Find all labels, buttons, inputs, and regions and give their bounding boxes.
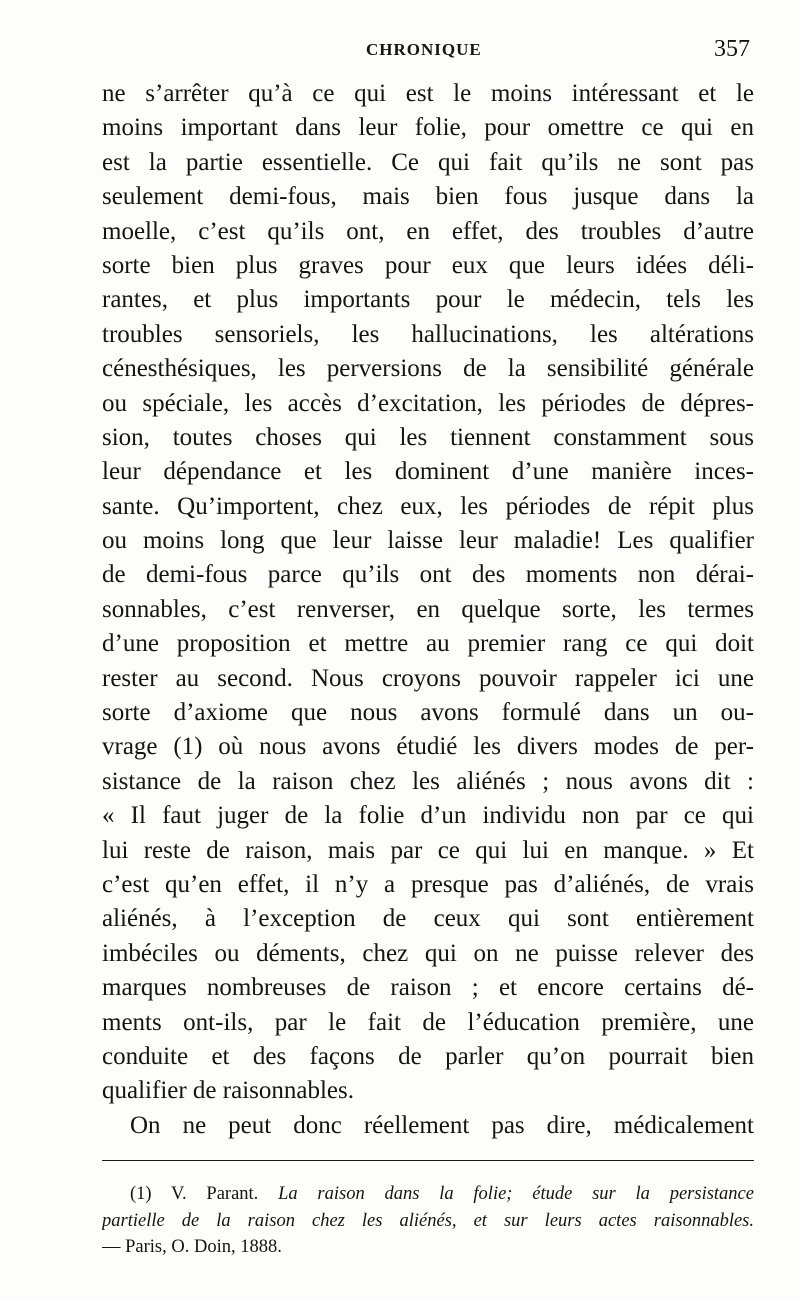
text-line: de demi-fous parce qu’ils ont des moments non dérai- (102, 561, 754, 589)
text-line: est la partie essentielle. Ce qui fait qu’ils ne sont pas (102, 148, 754, 176)
text-line: marques nombreuses de raison ; et encore certains dé- (102, 974, 754, 1002)
footnote-book-title: La raison dans la folie (278, 1184, 507, 1204)
text-line: qualifier de raisonnables. (102, 1077, 354, 1105)
text-line: rester au second. Nous croyons pouvoir rappeler ici une (102, 664, 754, 692)
text-line: ou moins long que leur laisse leur maladie! Les qualifier (102, 527, 754, 555)
text-line: c’est qu’en effet, il n’y a presque pas d’aliénés, de vrais (102, 870, 754, 898)
page-number: 357 (714, 36, 750, 62)
text-line: ments ont-ils, par le fait de l’éducation première, une (102, 1008, 754, 1036)
text-line: sonnables, c’est renverser, en quelque sorte, les termes (102, 595, 754, 623)
text-line: rantes, et plus importants pour le médecin, tels les (102, 286, 754, 314)
text-line: sorte d’axiome que nous avons formulé dans un ou- (102, 699, 754, 727)
text-line: « Il faut juger de la folie d’un individu non par ce qui (102, 802, 754, 830)
footnote-publisher: — Paris, O. Doin, 1888. (102, 1237, 282, 1257)
footnote-line (102, 1234, 754, 1261)
text-line: moins important dans leur folie, pour omettre ce qui en (102, 114, 754, 142)
text-line: troubles sensoriels, les hallucinations, les altérations (102, 320, 754, 348)
text-line: d’une proposition et mettre au premier rang ce qui doit (102, 630, 754, 658)
footnote-prefix: (1) V. Parant. (130, 1184, 279, 1204)
text-line: sion, toutes choses qui les tiennent constamment sous (102, 423, 754, 451)
footnote-subtitle-cont: partielle de la raison chez les aliénés, et sur leurs actes raisonnables. (102, 1210, 754, 1231)
text-line: ne s’arrêter qu’à ce qui est le moins intéressant et le (102, 80, 754, 107)
running-head (0, 36, 800, 64)
text-line: sistance de la raison chez les aliénés ; nous avons dit : (102, 767, 754, 795)
footnote-rule (102, 1160, 754, 1161)
text-line: leur dépendance et les dominent d’une manière inces- (102, 458, 754, 486)
text-line: imbéciles ou déments, chez qui on ne puisse relever des (102, 939, 754, 967)
text-line: sante. Qu’importent, chez eux, les périodes de répit plus (102, 492, 754, 520)
footnote-line (102, 1208, 754, 1235)
text-line: cénesthésiques, les perversions de la sensibilité générale (102, 355, 754, 383)
text-line: sorte bien plus graves pour eux que leurs idées déli- (102, 251, 754, 279)
body-text (102, 77, 754, 1143)
text-line: On ne peut donc réellement pas dire, médicalement (130, 1111, 754, 1139)
footnote-line (102, 1181, 754, 1208)
text-line: aliénés, à l’exception de ceux qui sont entièrement (102, 905, 754, 933)
text-line: ou spéciale, les accès d’excitation, les périodes de dépres- (102, 389, 754, 417)
running-head-title: CHRONIQUE (366, 40, 482, 59)
text-line: vrage (1) où nous avons étudié les divers modes de per- (102, 733, 754, 761)
text-line: conduite et des façons de parler qu’on pourrait bien (102, 1042, 754, 1070)
text-line: seulement demi-fous, mais bien fous jusque dans la (102, 183, 754, 211)
footnote-subtitle: ; étude sur la persistance (506, 1184, 754, 1204)
text-line: moelle, c’est qu’ils ont, en effet, des troubles d’autre (102, 217, 754, 245)
text-line: lui reste de raison, mais par ce qui lui en manque. » Et (102, 836, 754, 864)
footnote (102, 1181, 754, 1261)
